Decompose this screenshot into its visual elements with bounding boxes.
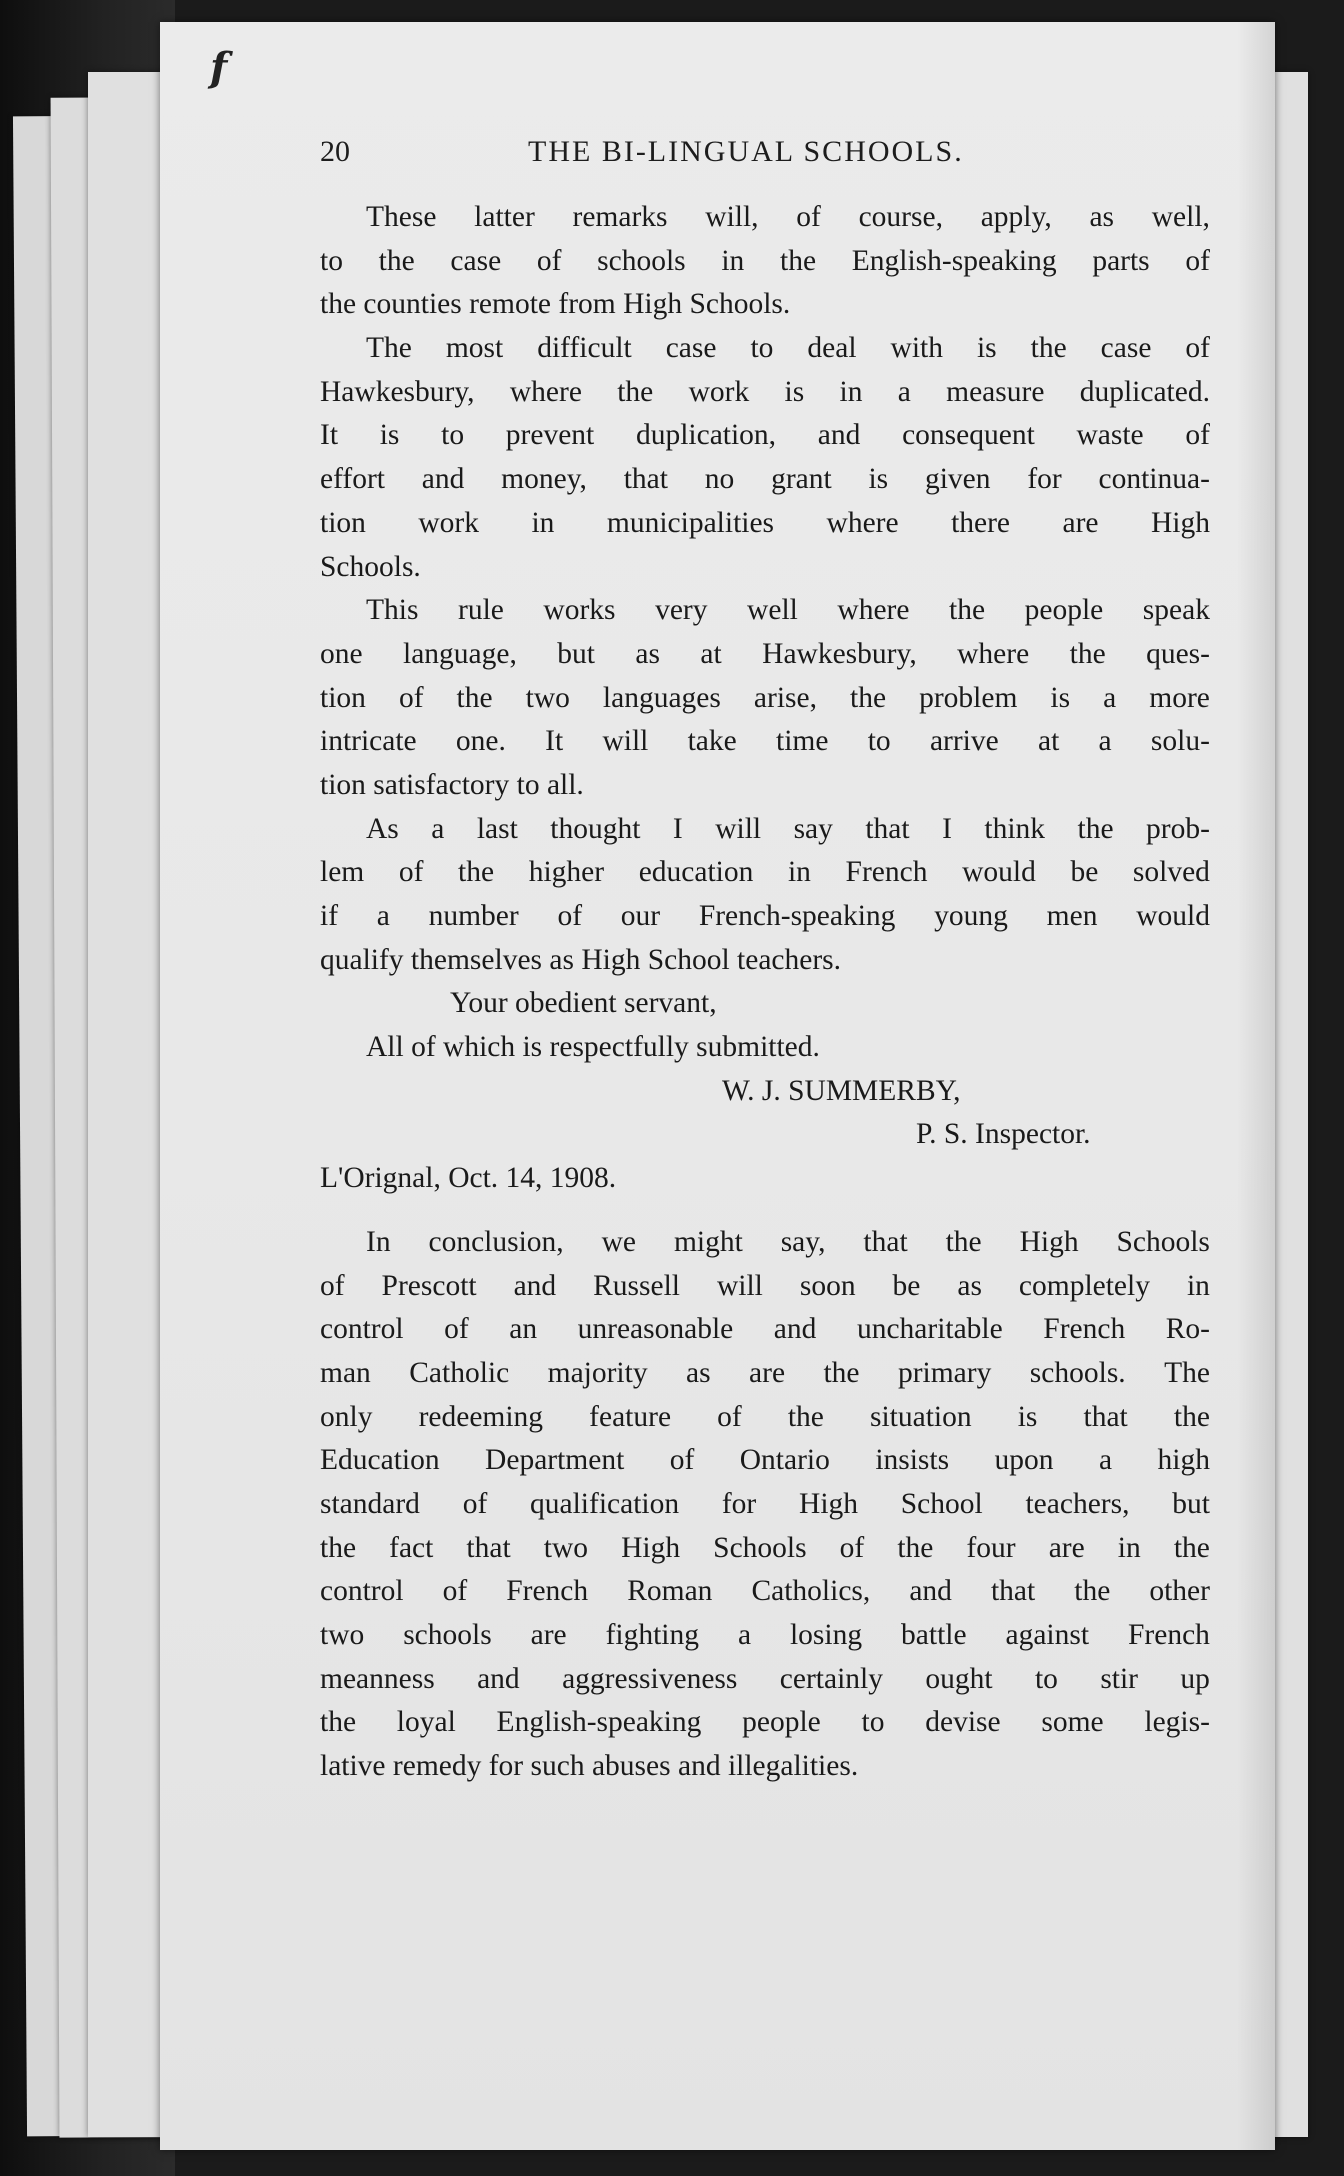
text-line: Hawkesbury, where the work is in a measure duplicated. [320,375,1210,408]
text-line: of Prescott and Russell will soon be as completely in [320,1269,1210,1302]
document-body [320,196,1210,1789]
text-line: tion of the two languages arise, the problem is a more [320,681,1210,714]
text-line: The most difficult case to deal with is the case of [366,332,1210,365]
text-line: Education Department of Ontario insists upon a high [320,1444,1210,1477]
text-line: qualify themselves as High School teachers. [320,943,842,976]
text-line: two schools are fighting a losing battle against French [320,1619,1210,1651]
text-line: man Catholic majority as are the primary schools. The [320,1356,1210,1389]
page-header [320,135,1220,179]
body-paragraphs [320,196,1210,982]
paragraph [320,589,1210,807]
page-edge-shadow [1237,22,1275,2150]
text-line: Schools. [320,550,421,583]
spacer [320,1201,1210,1221]
text-line: control of an unreasonable and uncharitable French Ro- [320,1313,1210,1346]
running-head: THE BI-LINGUAL SCHOOLS. [528,135,964,168]
text-line: This rule works very well where the people speak [366,594,1210,627]
text-line: lative remedy for such abuses and illegalities. [320,1750,859,1783]
paragraph [320,327,1210,589]
signature-title: P. S. Inspector. [916,1118,1091,1151]
text-line: As a last thought I will say that I think the prob- [366,812,1210,845]
text-line: lem of the higher education in French would be solved [320,856,1210,889]
text-line: the counties remote from High Schools. [320,288,791,321]
page-number: 20 [320,135,350,168]
text-line: standard of qualification for High School teachers, but [320,1487,1210,1520]
text-line: tion work in municipalities where there are High [320,506,1210,539]
text-line: These latter remarks will, of course, apply, as well, [366,201,1210,233]
closing-submission: All of which is respectfully submitted. [366,1031,820,1064]
closing-salutation: Your obedient servant, [450,987,717,1020]
text-line: control of French Roman Catholics, and that the other [320,1575,1210,1608]
text-line: tion satisfactory to all. [320,768,584,801]
text-line: effort and money, that no grant is given for continua- [320,463,1210,496]
paragraph [320,808,1210,983]
text-line: It is to prevent duplication, and consequent waste of [320,419,1210,452]
signature-name: W. J. SUMMERBY, [722,1074,961,1107]
text-line: meanness and aggressiveness certainly ought to stir up [320,1662,1210,1695]
place-date: L'Orignal, Oct. 14, 1908. [320,1162,617,1195]
text-line: intricate one. It will take time to arrive at a solu- [320,725,1210,758]
text-line: In conclusion, we might say, that the High Schools [366,1225,1210,1258]
paragraph [320,196,1210,327]
text-line: to the case of schools in the English-speaking parts of [320,244,1210,277]
text-line: if a number of our French-speaking young men would [320,900,1210,932]
text-line: one language, but as at Hawkesbury, where the ques- [320,637,1210,670]
text-line: the loyal English-speaking people to devise some legis- [320,1706,1210,1739]
text-line: the fact that two High Schools of the four are in the [320,1531,1210,1564]
text-line: only redeeming feature of the situation is that the [320,1400,1210,1433]
conclusion-paragraph [320,1221,1210,1789]
handwritten-mark: f [210,44,228,91]
